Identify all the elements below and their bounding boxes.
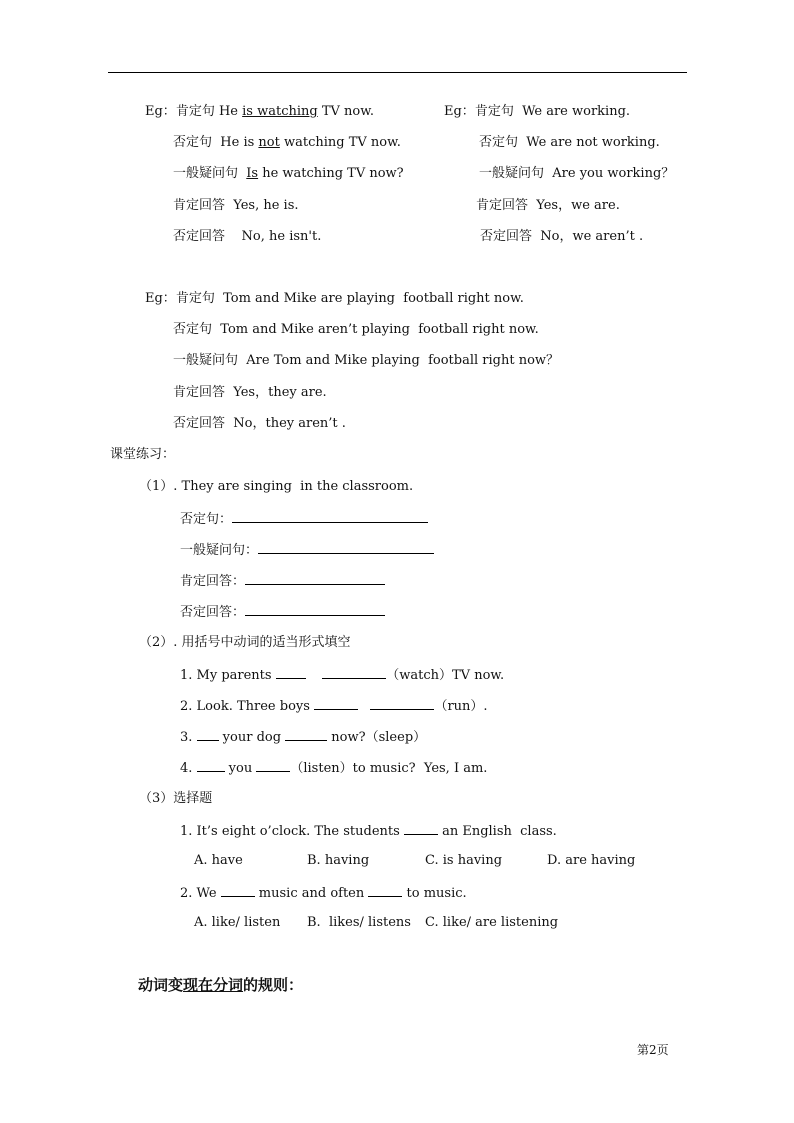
ex1-right-question: 一般疑问句 Are you working？ [479,166,675,181]
practice-2-item-2: 2. Look. Three boys （run）. [180,699,488,714]
practice-title: 课堂练习： [110,447,176,462]
practice-2-head: （2）. 用括号中动词的适当形式填空 [139,635,351,650]
ex1-left-no: 否定回答 No, he isn't. [173,229,322,244]
q2-option-b: B. likes/ listens [307,915,411,930]
ex1-left-affirmative: Eg：肯定句 He is watching TV now. [145,104,374,119]
ex1-left-negative: 否定句 He is not watching TV now. [173,135,401,150]
practice-1-question: 一般疑问句： [180,541,434,559]
q1-option-a: A. have [194,853,243,868]
ex2-no: 否定回答 No，they aren’t . [173,416,346,431]
ex1-right-no: 否定回答 No，we aren’t . [480,229,644,244]
ex2-negative: 否定句 Tom and Mike aren’t playing football right now. [173,322,539,337]
q2-option-a: A. like/ listen [194,915,281,930]
rules-heading: 动词变现在分词的规则： [138,976,304,994]
header-rule [108,72,687,73]
practice-1-negative: 否定句： [180,510,428,528]
ex2-question: 一般疑问句 Are Tom and Mike playing football right now？ [173,353,560,368]
practice-3-question-1: 1. It’s eight o’clock. The students an English class. [180,824,557,839]
practice-3-question-2: 2. We music and often to music. [180,886,467,901]
practice-1-no: 否定回答： [180,603,385,621]
ex1-right-yes: 肯定回答 Yes，we are. [476,198,620,213]
page-number: 第2页 [637,1043,669,1057]
practice-1-yes: 肯定回答： [180,572,385,590]
practice-3-head: （3）选择题 [139,791,213,806]
ex1-right-negative: 否定句 We are not working. [479,135,660,150]
q1-option-b: B. having [307,853,370,868]
q2-option-c: C. like/ are listening [425,915,559,930]
practice-2-item-4: 4. you （listen）to music? Yes, I am. [180,761,488,776]
ex1-right-affirmative: Eg：肯定句 We are working. [444,104,631,119]
practice-2-item-3: 3. your dog now?（sleep） [180,730,427,745]
ex1-left-yes: 肯定回答 Yes, he is. [173,198,299,213]
practice-2-item-1: 1. My parents （watch）TV now. [180,668,505,683]
practice-1-head: （1）. They are singing in the classroom. [139,479,414,494]
q1-option-c: C. is having [425,853,503,868]
ex2-affirmative: Eg：肯定句 Tom and Mike are playing football right now. [145,291,524,306]
ex1-left-question: 一般疑问句 Is he watching TV now? [173,166,404,181]
ex2-yes: 肯定回答 Yes，they are. [173,385,327,400]
q1-option-d: D. are having [547,853,636,868]
